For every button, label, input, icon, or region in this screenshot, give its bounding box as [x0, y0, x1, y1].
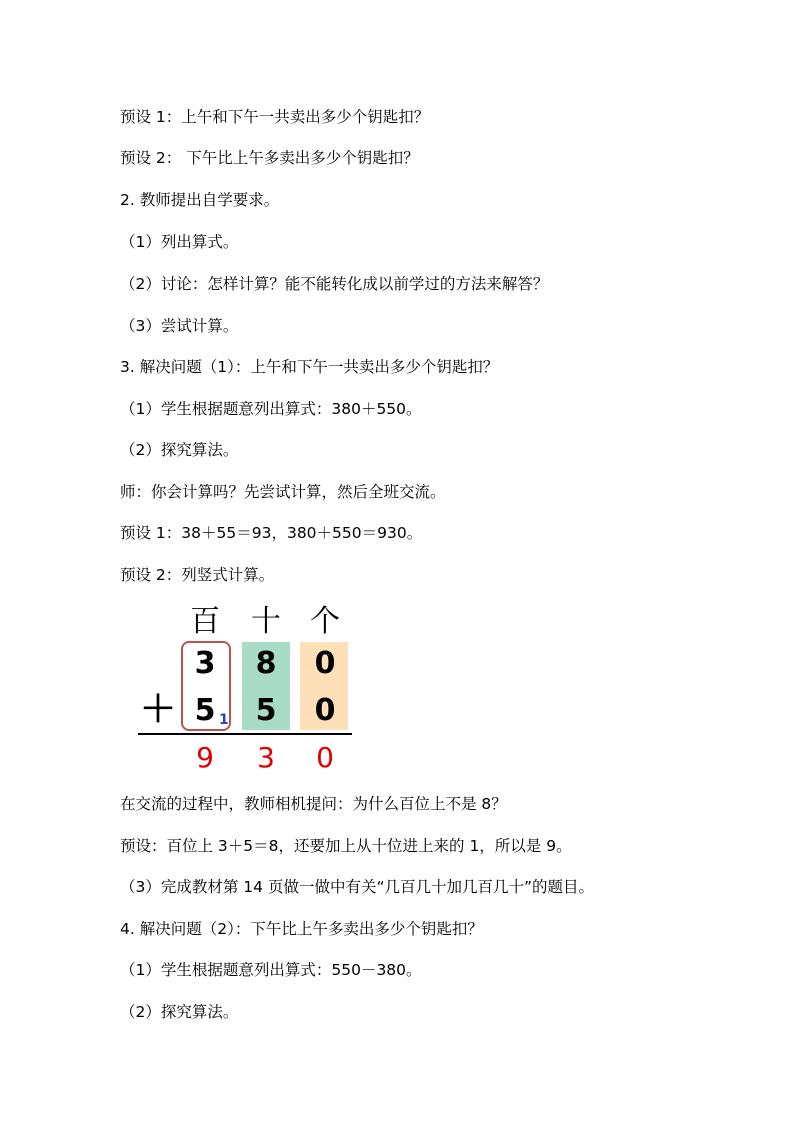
- sum-line: [138, 733, 352, 735]
- text-line: （3）尝试计算。: [120, 317, 239, 335]
- text-line: （2）探究算法。: [120, 441, 239, 459]
- text-line: 预设 2： 下午比上午多卖出多少个钥匙扣？: [120, 149, 419, 167]
- text-line: 3. 解决问题（1）：上午和下午一共卖出多少个钥匙扣？: [120, 358, 499, 376]
- digit: 8: [255, 646, 277, 681]
- place-label-hundreds: 百: [190, 604, 220, 639]
- digit: 0: [314, 693, 336, 728]
- text-line: （1）学生根据题意列出算式：380＋550。: [120, 400, 422, 418]
- place-label-tens: 十: [251, 604, 281, 639]
- text-line: （1）学生根据题意列出算式：550－380。: [120, 961, 422, 979]
- text-line: 预设：百位上 3＋5＝8，还要加上从十位进上来的 1，所以是 9。: [120, 837, 572, 855]
- result-digit: 0: [316, 741, 334, 774]
- result-digit: 9: [196, 741, 214, 774]
- place-label-ones: 个: [310, 604, 340, 639]
- text-line: 预设 1：38＋55＝93，380＋550＝930。: [120, 524, 423, 542]
- carry-digit: 1: [219, 712, 229, 728]
- text-line: （2）讨论：怎样计算？能不能转化成以前学过的方法来解答？: [120, 275, 549, 293]
- text-line: （3）完成教材第 14 页做一做中有关“几百几十加几百几十”的题目。: [120, 878, 595, 896]
- text-line: 预设 2：列竖式计算。: [120, 566, 275, 584]
- result-digit: 3: [257, 741, 275, 774]
- digit: 5: [194, 693, 216, 728]
- text-line: 预设 1：上午和下午一共卖出多少个钥匙扣？: [120, 108, 430, 126]
- text-line: 在交流的过程中，教师相机提问：为什么百位上不是 8？: [120, 795, 507, 813]
- text-line: （2）探究算法。: [120, 1003, 239, 1021]
- text-line: 4. 解决问题（2）：下午比上午多卖出多少个钥匙扣？: [120, 920, 483, 938]
- vertical-addition: [138, 600, 368, 780]
- digit: 0: [314, 646, 336, 681]
- text-line: 2. 教师提出自学要求。: [120, 191, 280, 209]
- text-line: （1）列出算式。: [120, 233, 239, 251]
- digit: 5: [255, 693, 277, 728]
- text-line: 师：你会计算吗？先尝试计算，然后全班交流。: [120, 483, 446, 501]
- digit: 3: [194, 646, 216, 681]
- plus-sign: ＋: [139, 689, 176, 730]
